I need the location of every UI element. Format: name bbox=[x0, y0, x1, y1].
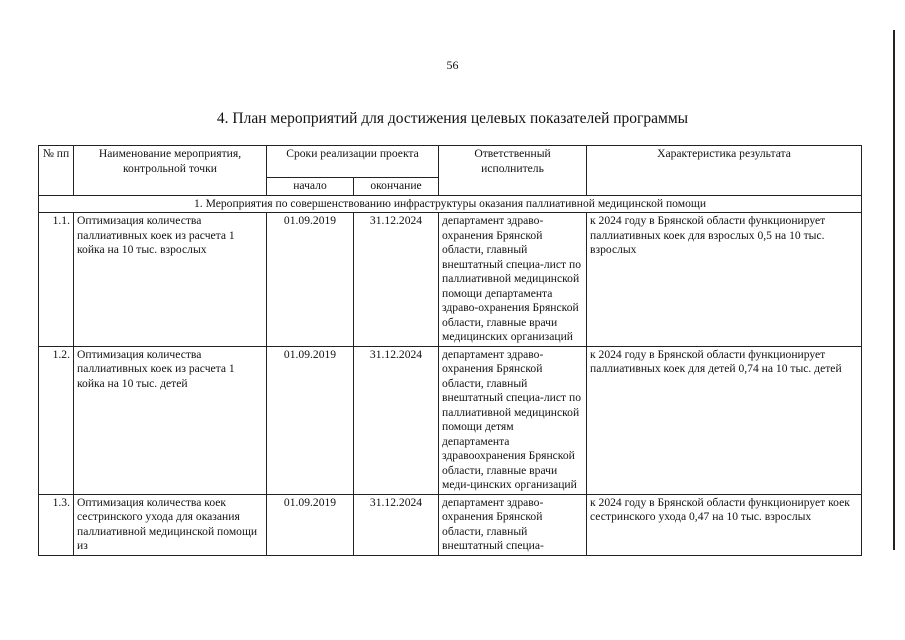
row-number: 1.2. bbox=[39, 346, 74, 494]
row-event-name: Оптимизация количества коек сестринского ухода для оказания паллиативной медицинской помощи из bbox=[74, 494, 267, 555]
header-event-name: Наименование мероприятия, контрольной точки bbox=[74, 146, 267, 196]
page-edge-line bbox=[893, 30, 895, 550]
header-responsible: Ответственный исполнитель bbox=[439, 146, 587, 196]
table-row bbox=[39, 346, 862, 494]
section-title: 1. Мероприятия по совершенствованию инфраструктуры оказания паллиативной медицинской помощи bbox=[39, 195, 862, 213]
header-start: начало bbox=[267, 178, 354, 196]
plan-table bbox=[38, 145, 862, 556]
row-start-date: 01.09.2019 bbox=[267, 346, 354, 494]
row-start-date: 01.09.2019 bbox=[267, 213, 354, 347]
row-end-date: 31.12.2024 bbox=[354, 494, 439, 555]
table-row bbox=[39, 213, 862, 347]
header-dates: Сроки реализации проекта bbox=[267, 146, 439, 178]
header-number: № пп bbox=[39, 146, 74, 196]
table-row bbox=[39, 494, 862, 555]
header-end: окончание bbox=[354, 178, 439, 196]
page-number: 56 bbox=[446, 58, 459, 72]
row-result: к 2024 году в Брянской области функционирует коек сестринского ухода 0,47 на 10 тыс. взрослых bbox=[587, 494, 862, 555]
row-responsible: департамент здраво-охранения Брянской области, главный внештатный специа-лист по паллиативной медицинской помощи департамента здраво-охранения Брянской области, главные врачи медицинских организаций bbox=[439, 213, 587, 347]
row-end-date: 31.12.2024 bbox=[354, 346, 439, 494]
row-responsible: департамент здраво-охранения Брянской области, главный внештатный специа-лист по паллиативной медицинской помощи детям департамента здравоохранения Брянской области, главные врачи меди-цинских организаций bbox=[439, 346, 587, 494]
row-result: к 2024 году в Брянской области функционирует паллиативных коек для детей 0,74 на 10 тыс. детей bbox=[587, 346, 862, 494]
row-number: 1.1. bbox=[39, 213, 74, 347]
row-event-name: Оптимизация количества паллиативных коек из расчета 1 койка на 10 тыс. детей bbox=[74, 346, 267, 494]
document-heading: 4. План мероприятий для достижения целевых показателей программы bbox=[216, 110, 689, 127]
header-result: Характеристика результата bbox=[587, 146, 862, 196]
row-responsible: департамент здраво-охранения Брянской области, главный внештатный специа- bbox=[439, 494, 587, 555]
row-event-name: Оптимизация количества паллиативных коек из расчета 1 койка на 10 тыс. взрослых bbox=[74, 213, 267, 347]
row-end-date: 31.12.2024 bbox=[354, 213, 439, 347]
row-start-date: 01.09.2019 bbox=[267, 494, 354, 555]
row-number: 1.3. bbox=[39, 494, 74, 555]
row-result: к 2024 году в Брянской области функционирует паллиативных коек для взрослых 0,5 на 10 тыс. взрослых bbox=[587, 213, 862, 347]
